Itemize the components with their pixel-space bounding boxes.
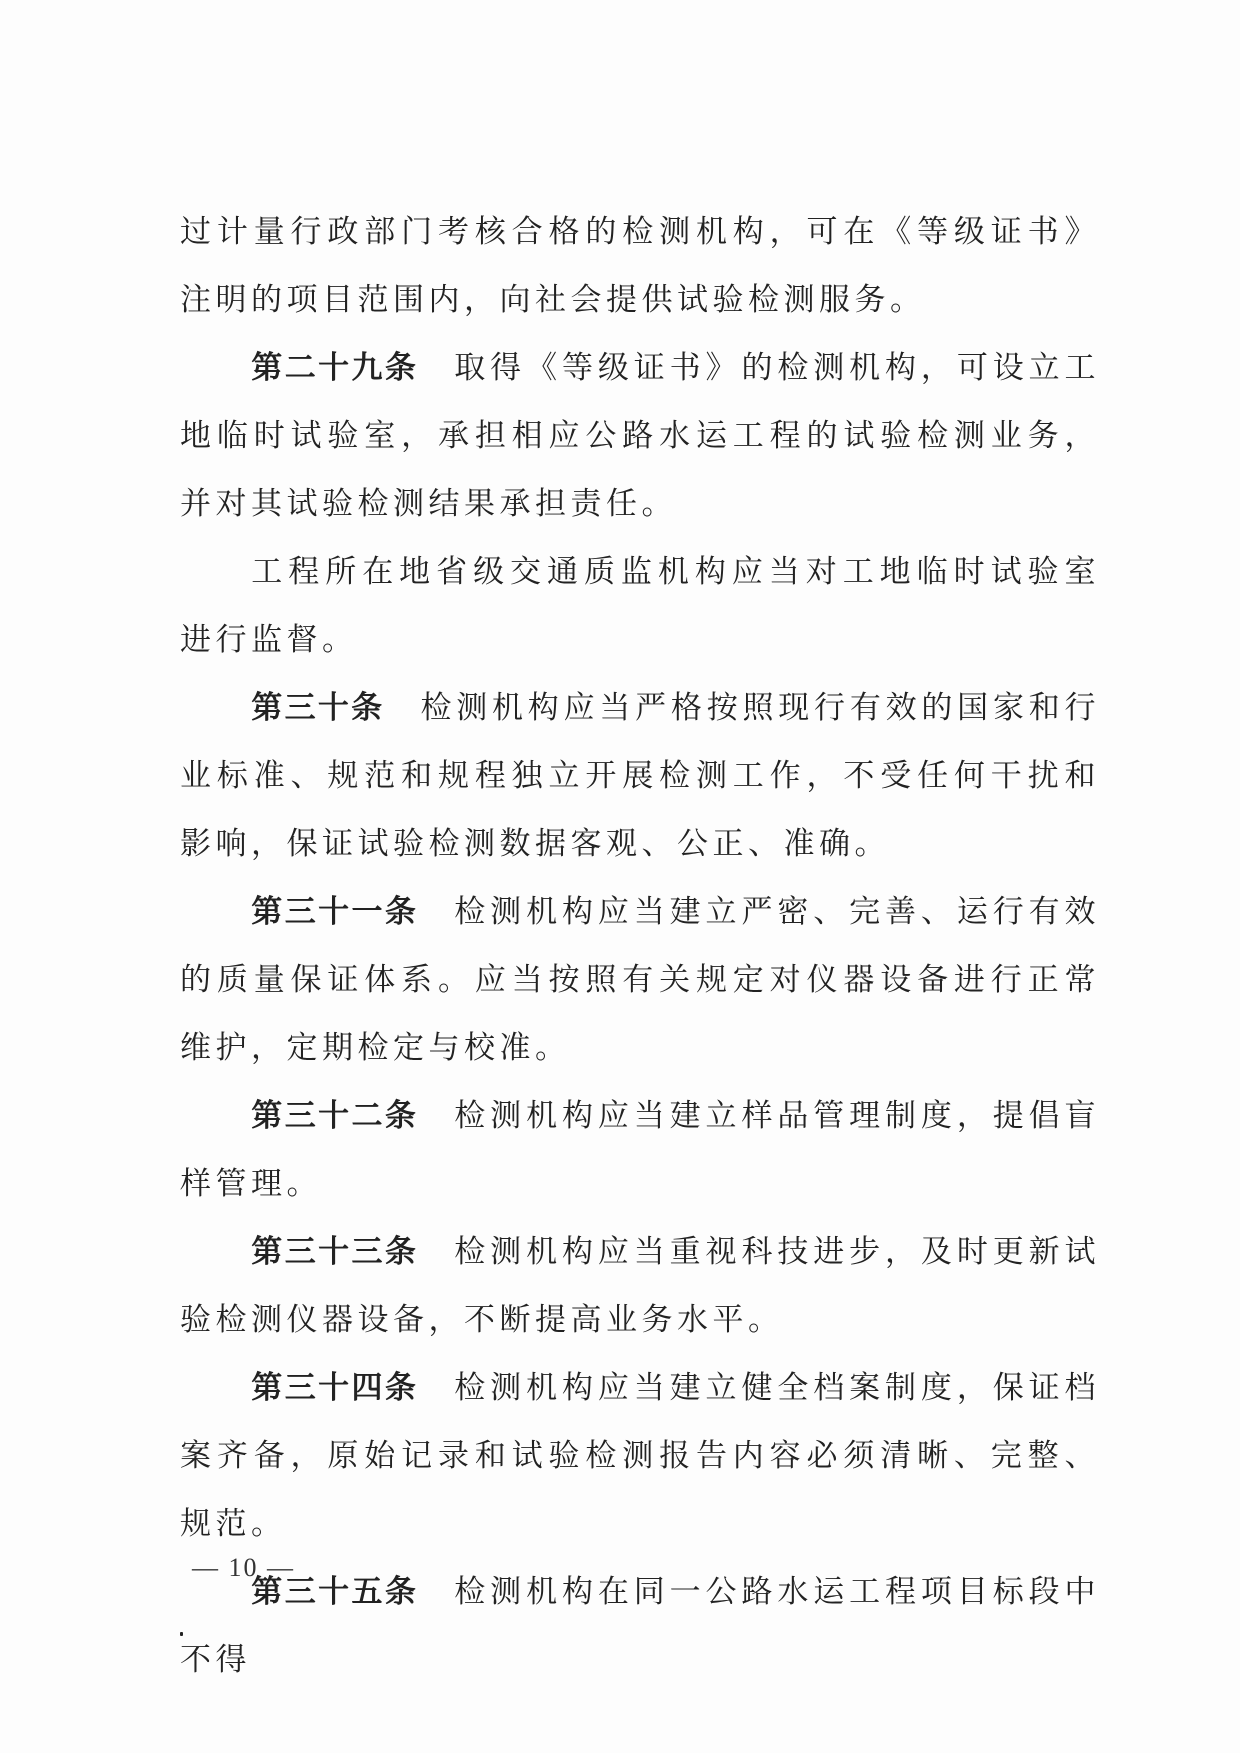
paragraph-text: 检测机构在同一公路水运工程项目标段中不得 <box>180 1574 1101 1678</box>
article-heading: 第三十一条 <box>251 894 419 930</box>
document-body <box>180 198 1100 1694</box>
paragraph-text: 取得《等级证书》的检测机构，可设立工地临时试验室，承担相应公路水运工程的试验检测业务，并对其试验检测结果承担责任。 <box>180 350 1101 522</box>
scan-speck <box>180 1632 183 1636</box>
article-heading: 第三十二条 <box>251 1098 419 1134</box>
paragraph-continuation <box>180 198 1100 334</box>
article-30 <box>180 674 1100 878</box>
article-29 <box>180 334 1100 538</box>
article-heading: 第三十五条 <box>251 1574 419 1610</box>
article-heading: 第二十九条 <box>251 350 419 386</box>
article-34 <box>180 1354 1100 1558</box>
article-33 <box>180 1218 1100 1354</box>
paragraph-supervision <box>180 538 1100 674</box>
paragraph-text: 过计量行政部门考核合格的检测机构，可在《等级证书》注明的项目范围内，向社会提供试验检测服务。 <box>180 214 1100 318</box>
paragraph-text: 检测机构应当建立健全档案制度，保证档案齐备，原始记录和试验检测报告内容必须清晰、完整、规范。 <box>180 1370 1101 1542</box>
paragraph-text: 检测机构应当建立严密、完善、运行有效的质量保证体系。应当按照有关规定对仪器设备进行正常维护，定期检定与校准。 <box>180 894 1101 1066</box>
article-32 <box>180 1082 1100 1218</box>
paragraph-text: 检测机构应当建立样品管理制度，提倡盲样管理。 <box>180 1098 1101 1202</box>
article-35 <box>180 1558 1100 1694</box>
article-31 <box>180 878 1100 1082</box>
paragraph-text: 检测机构应当严格按照现行有效的国家和行业标准、规范和规程独立开展检测工作，不受任何干扰和影响，保证试验检测数据客观、公正、准确。 <box>180 690 1101 862</box>
article-heading: 第三十条 <box>251 690 385 726</box>
article-heading: 第三十四条 <box>251 1370 419 1406</box>
paragraph-text: 检测机构应当重视科技进步，及时更新试验检测仪器设备，不断提高业务水平。 <box>180 1234 1101 1338</box>
article-heading: 第三十三条 <box>251 1234 419 1270</box>
paragraph-text: 工程所在地省级交通质监机构应当对工地临时试验室进行监督。 <box>180 554 1100 658</box>
page-number: — 10 — <box>192 1553 295 1582</box>
